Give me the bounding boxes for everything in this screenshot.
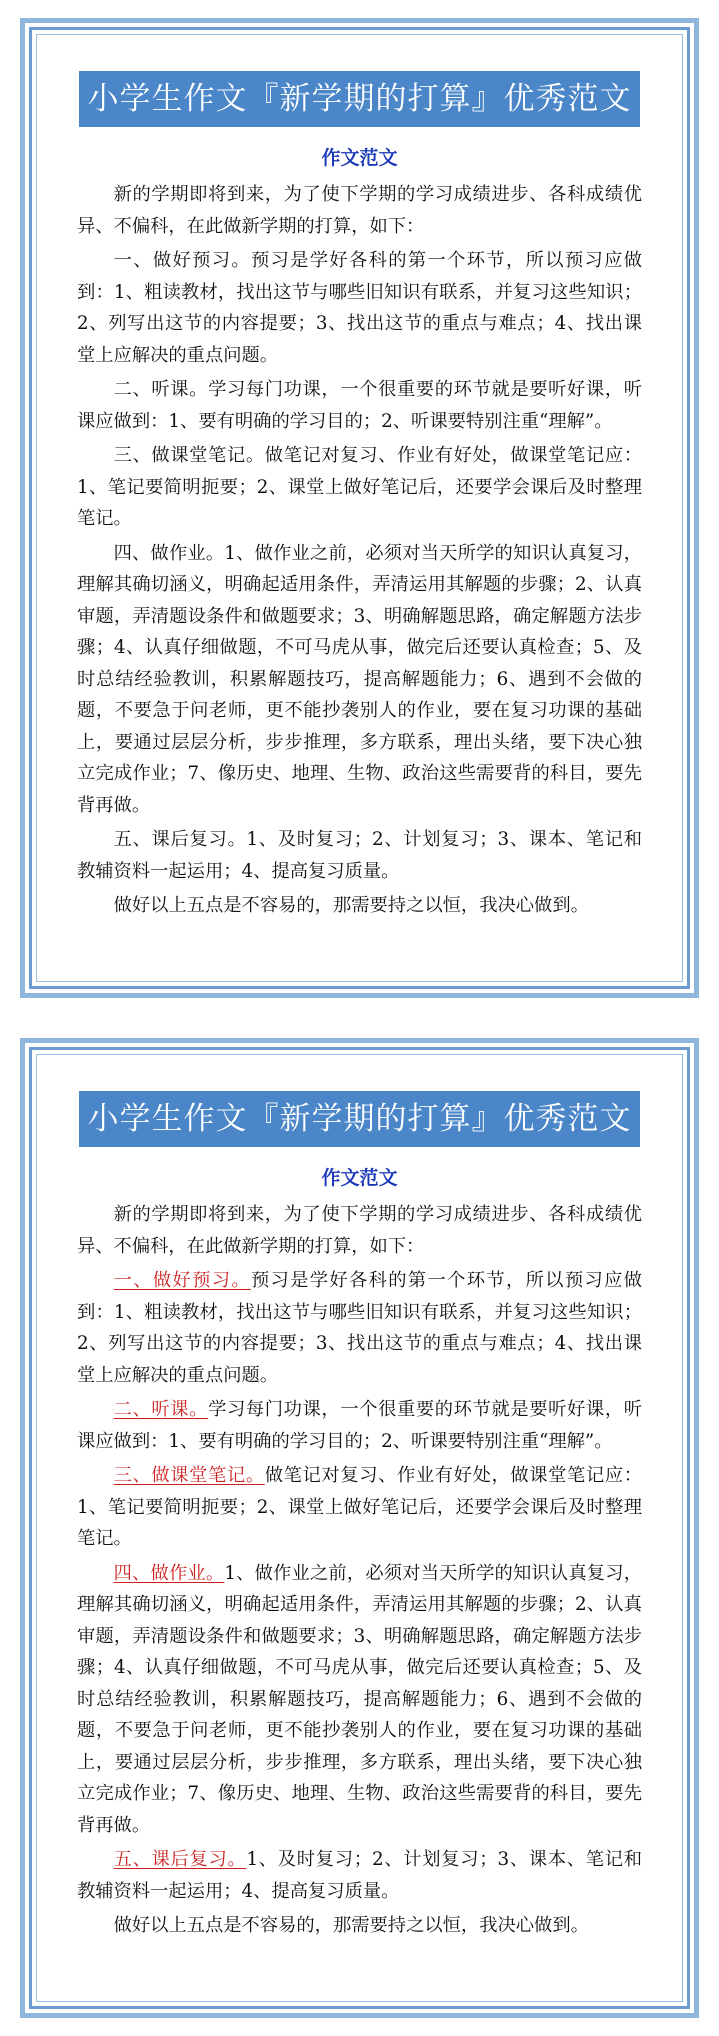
card-frame [29, 1047, 690, 2009]
heading-highlight: 五、课后复习。 [113, 1849, 247, 1870]
card-content [36, 34, 683, 982]
article-body [73, 1199, 646, 1942]
card-content [36, 1054, 683, 2002]
paragraph-intro: 新的学期即将到来，为了使下学期的学习成绩进步、各科成绩优异、不偏科，在此做新学期的打算，如下： [77, 184, 642, 237]
paragraph-homework: 四、做作业。1、做作业之前，必须对当天所学的知识认真复习，理解其确切涵义，明确起适用条件，弄清运用其解题的步骤；2、认真审题，弄清题设条件和做题要求；3、明确解题思路，确定解题方法步骤；4、认真仔细做题，不可马虎从事，做完后还要认真检查；5、及时总结经验教训，积累解题技巧，提高解题能力；6、遇到不会做的题，不要急于问老师，更不能抄袭别人的作业，要在复习功课的基础上，要通过层层分析，步步推理，多方联系，理出头绪，要下决心独立完成作业；7、像历史、地理、生物、政治这些需要背的科目，要先背再做。 [77, 542, 643, 816]
paragraph-review: 五、课后复习。1、及时复习；2、计划复习；3、课本、笔记和教辅资料一起运用；4、提高复习质量。 [77, 1849, 642, 1902]
subtitle: 作文范文 [321, 147, 398, 169]
paragraph-preview: 一、做好预习。预习是学好各科的第一个环节，所以预习应做到：1、粗读教材，找出这节与哪些旧知识有联系，并复习这些知识；2、列写出这节的内容提要；3、找出这节的重点与难点；4、找出课堂上应解决的重点问题。 [77, 1270, 643, 1386]
paragraph-listen: 二、听课。学习每门功课，一个很重要的环节就是要听好课，听课应做到：1、要有明确的学习目的；2、听课要特别注重“理解”。 [77, 379, 643, 432]
paragraph-notes: 三、做课堂笔记。做笔记对复习、作业有好处，做课堂笔记应：1、笔记要简明扼要；2、课堂上做好笔记后，还要学会课后及时整理笔记。 [77, 445, 643, 529]
heading-highlight: 三、做课堂笔记。 [113, 1465, 265, 1486]
paragraph-conclusion: 做好以上五点是不容易的，那需要持之以恒，我决心做到。 [113, 895, 589, 916]
paragraph-conclusion: 做好以上五点是不容易的，那需要持之以恒，我决心做到。 [113, 1915, 589, 1936]
paragraph-listen: 二、听课。学习每门功课，一个很重要的环节就是要听好课，听课应做到：1、要有明确的学习目的；2、听课要特别注重“理解”。 [77, 1399, 643, 1452]
paragraph-review: 五、课后复习。1、及时复习；2、计划复习；3、课本、笔记和教辅资料一起运用；4、提高复习质量。 [77, 829, 642, 882]
heading-highlight: 二、听课。 [113, 1399, 209, 1420]
article-card-plain [20, 18, 699, 998]
paragraph-homework: 四、做作业。1、做作业之前，必须对当天所学的知识认真复习，理解其确切涵义，明确起适用条件，弄清运用其解题的步骤；2、认真审题，弄清题设条件和做题要求；3、明确解题思路，确定解题方法步骤；4、认真仔细做题，不可马虎从事，做完后还要认真检查；5、及时总结经验教训，积累解题技巧，提高解题能力；6、遇到不会做的题，不要急于问老师，更不能抄袭别人的作业，要在复习功课的基础上，要通过层层分析，步步推理，多方联系，理出头绪，要下决心独立完成作业；7、像历史、地理、生物、政治这些需要背的科目，要先背再做。 [77, 1562, 643, 1836]
paragraph-preview: 一、做好预习。预习是学好各科的第一个环节，所以预习应做到：1、粗读教材，找出这节与哪些旧知识有联系，并复习这些知识；2、列写出这节的内容提要；3、找出这节的重点与难点；4、找出课堂上应解决的重点问题。 [77, 250, 643, 366]
paragraph-intro: 新的学期即将到来，为了使下学期的学习成绩进步、各科成绩优异、不偏科，在此做新学期的打算，如下： [77, 1204, 642, 1257]
heading-highlight: 一、做好预习。 [113, 1270, 251, 1291]
article-body [73, 179, 646, 922]
heading-highlight: 四、做作业。 [113, 1562, 225, 1584]
subtitle: 作文范文 [321, 1167, 398, 1189]
title-banner: 小学生作文『新学期的打算』优秀范文 [79, 1091, 640, 1147]
article-card-highlighted [20, 1038, 699, 2018]
paragraph-notes: 三、做课堂笔记。做笔记对复习、作业有好处，做课堂笔记应：1、笔记要简明扼要；2、课堂上做好笔记后，还要学会课后及时整理笔记。 [77, 1465, 643, 1549]
card-frame [29, 27, 690, 989]
title-banner: 小学生作文『新学期的打算』优秀范文 [79, 71, 640, 127]
